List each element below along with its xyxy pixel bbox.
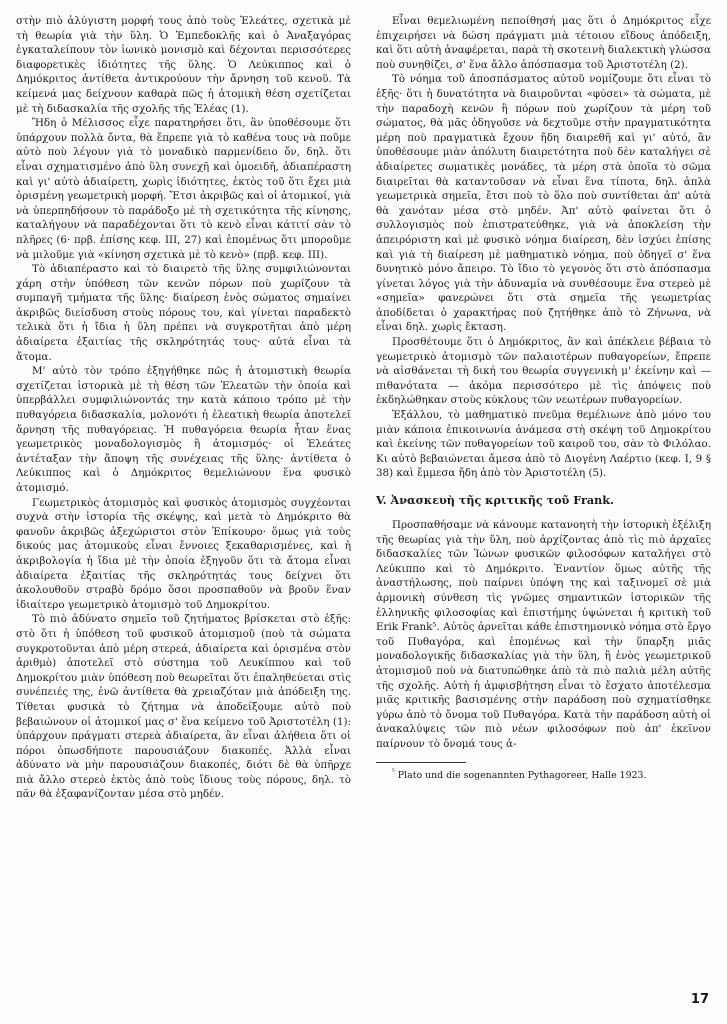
paragraph: Ἐξάλλου, τὸ μαθηματικὸ πνεῦμα θεμέλιωνε ἀπὸ μόνο του μιὰν κάποια ἐπικοινωνία ἀνάμεσα στὴ σκέψη τοῦ Δημοκρίτου καὶ ἐκείνης τῶν πυθαγορείων τοῦ καιροῦ του, σὰν τὸ Φιλόλαο. Κι αὐτὸ βεβαιώνεται ἄμεσα ἀπὸ τὸ Διογένη Λαέρτιο (κεφ. I, 9 § 38) καὶ ἔμμεσα ἤδη ἀπὸ τὸν Ἀριστοτέλη (5).	[376, 409, 711, 480]
page-number: 17	[690, 992, 709, 1007]
paragraph: στὴν πιὸ ἀλύγιστη μορφή τους ἀπὸ τοὺς Ἐλεάτες, σχετικὰ μὲ τὴ θεωρία γιὰ τὴν ὕλη. Ὁ Ἐμπεδοκλῆς καὶ ὁ Ἀναξαγόρας ἐγκαταλείπουν τὸν ἰωνικὸ μονισμὸ καὶ δέχονται περισσότερες διαφορετικὲς ἰδιότητες τῆς ὕλης. Ὁ Λεύκιππος καὶ ὁ Δημόκριτος ἀντίθετα ἀντικρούουν τὴν ἄρνηση τοῦ κενοῦ. Τὰ κείμενά μας δείχνουν καθαρὰ πῶς ἡ ἀτομικὴ θέση σχετίζεται μὲ τὴ διδασκαλία τῆς σχολῆς τῆς Ἐλέας (1).	[16, 15, 351, 115]
paragraph: Εἶναι θεμελιωμένη πεποίθησή μας ὅτι ὁ Δημόκριτος εἶχε ἐπιχειρήσει νὰ δώση πράγματι μιὰ τέτοιου εἴδους ἀπόδειξη, καὶ ὅτι αὐτὴ ἀναφέρεται, παρὰ τὴ σκοτεινὴ διαλεκτικὴ γλώσσα ποὺ συνηθίζει, σ' ἕνα ἄλλο ἀπόσπασμα τοῦ Ἀριστοτέλη (2).	[376, 15, 711, 71]
paragraph: Τὸ νόημα τοῦ ἀποσπάσματος αὐτοῦ νομίζουμε ὅτι εἶναι τὸ ἐξῆς· ὅτι ἡ δυνατότητα νὰ διαιροῦνται «φύσει» τὰ σώματα, μὲ τὴν παραδοχὴ κενῶν ἢ πόρων ποὺ χωρίζουν τὰ μέρη τοῦ σώματος, θὰ μᾶς ὁδηγοῦσε νὰ δεχτοῦμε στὴν πραγματικότητα μέρη ποὺ πραγματικὰ ἔχουν ἤδη διαιρεθῆ καὶ γι' αὐτό, ἂν ὑποθέσουμε μιὰν ἀπόλυτη διαιρετότητα ποὺ δὲν καταλήγει σὲ ἀδιαίρετες σωματικὲς μονάδες, τὰ μέρη στὰ ὁποῖα τὸ σῶμα διαιρεῖται θὰ καταντοῦσαν νὰ εἶναι ἕνα τίποτα, δηλ. ἁπλὰ γεωμετρικὰ σημεῖα, ἔτσι ποὺ τὸ ὅλο ποὺ συντίθεται ἀπ' αὐτὰ θὰ χανόταν μέσα στὸ μηδέν. Ἀπ' αὐτὸ φαίνεται ὅτι ὁ συλλογισμὸς ποὺ ἐπιστρατεύθηκε, γιὰ νὰ ἀποκλείση τὴν ἀπειρόριστη καὶ μὲ φυσικὸ νόημα διαίρεση, δὲν ἰσχύει ἐπίσης καὶ γιὰ τὴ διαίρεση μὲ μαθηματικὸ νόημα, ποὺ ὁδηγεῖ σ' ἕνα δυνητικὸ μόνο ἄπειρο. Τὸ ἴδιο τὸ γεγονὸς ὅτι στὸ ἀπόσπασμα γίνεται λόγος γιὰ τὴν ἀδυναμία νὰ συνθέσουμε ἕνα στερεὸ μὲ «σημεῖα» φανερώνει ὅτι στὰ σημεῖα τῆς γεωμετρίας ἀποδίδεται ὁ χαρακτήρας ποὺ ζητήθηκε ἀπὸ τὸ Ζήνωνα, νὰ εἶναι δηλ. χωρὶς ἔκταση.	[376, 73, 711, 334]
paragraph: Ἤδη ὁ Μέλισσος εἶχε παρατηρήσει ὅτι, ἂν ὑποθέσουμε ὅτι ὑπάρχουν πολλὰ ὄντα, θὰ ἔπρεπε γιὰ τὸ καθένα τους νὰ ποῦμε αὐτὸ ποὺ λέγουν γιὰ τὸ μοναδικὸ παρμενίδειο ὄν, δηλ. ὅτι εἶναι σχηματισμένο ἀπὸ ὕλη συνεχῆ καὶ ὁμοειδῆ, ἀδιαπέραστη καὶ γι' αὐτὸ ἀδιαίρετη, χωρὶς ἰδιότητες, ἐκτὸς τοῦ ὅτι ἔχει μιὰ ὁρισμένη γεωμετρικὴ μορφή. Ἔτσι ἀκριβῶς καὶ οἱ ἀτομικοί, γιὰ νὰ ὑπερπηδήσουν τὸ παράδοξο μὲ τὴ σχετικότητα τῆς κίνησης, καταλήγουν νὰ παραδέχονται ὅτι τὸ κενὸ εἶναι κάτιτί σὰν τὸ πλῆρες (6· πρβ. ἐπίσης κεφ. III, 27) καὶ ἑπομένως ὅτι μποροῦμε νὰ μιλοῦμε γιὰ «κίνηση σχετικὰ μὲ τὸ κενὸ» (πρβ. κεφ. III).	[16, 117, 351, 261]
section-heading: V. Ἀνασκευὴ τῆς κριτικῆς τοῦ Frank.	[376, 493, 614, 507]
footnote	[376, 769, 711, 782]
footnote-text: Plato und die sogenannten Pythagoreer, Halle 1923.	[397, 769, 647, 781]
right-column	[376, 14, 711, 782]
paragraph: Τὸ ἀδιαπέραστο καὶ τὸ διαιρετὸ τῆς ὕλης συμφιλιώνονται χάρη στὴν ὑπόθεση τῶν κενῶν πόρων ποὺ χωρίζουν τὰ συμπαγῆ τμήματα τῆς ὕλης· διαίρεση ἑνὸς σώματος σημαίνει ἀκριβῶς διείσδυση στοὺς πόρους του, καὶ γίνεται παραδεκτὸ τελικὰ ὅτι ἡ ἴδια ἡ ὕλη πρέπει νὰ συγκροτῆται ἀπὸ μέρη ἀδιαίρετα ἐξαιτίας τῆς σκληρότητάς τους· αὐτὰ εἶναι τὰ ἄτομα.	[16, 263, 351, 363]
footnote-divider	[376, 762, 466, 763]
paragraph: Γεωμετρικὸς ἀτομισμὸς καὶ φυσικὸς ἀτομισμὸς συγχέονται συχνὰ στὴν ἱστορία τῆς σκέψης, καὶ μετὰ τὸ Δημόκριτο θὰ φανοῦν ἀκριβῶς ἀξεχώριστοι στὸν Ἐπίκουρο· ὅμως γιὰ τοὺς δικούς μας ἀτομικοὺς εἶναι ἔννοιες ξεκαθαρισμένες, καὶ ἡ ἀκριβολογία ἡ ἴδια μὲ τὴν ὁποία ἐξηγοῦν ὅτι τὰ ἄτομα εἶναι ἀδιαίρετα ἐξαιτίας τῆς σκληρότητάς τους δείχνει ὅτι ἀκολουθοῦν στραβὸ δρόμο ὅσοι προσπαθοῦν νὰ βροῦν ἕναν ἰδιαίτερο γεωμετρικὸ ἀτομισμὸ τοῦ Δημοκρίτου.	[16, 496, 351, 611]
paragraph: Μ' αὐτὸ τὸν τρόπο ἐξηγήθηκε πῶς ἡ ἀτομιστικὴ θεωρία σχετίζεται ἱστορικὰ μὲ τὴ θέση τῶν Ἐλεατῶν τὴν ὁποία καὶ ὑπερβάλλει συμφιλιώνοντάς την κατὰ κάποιο τρόπο μὲ τὴν πυθαγόρεια διδασκαλία, μολονότι ἡ ἐλεατικὴ θεωρία ἀποτελεῖ ἄρνηση τῆς πυθαγόρειας. Ἡ πυθαγόρεια θεωρία ἦταν ἕνας γεωμετρικὸς μοναδολογισμὸς ἢ ἀτομισμός· οἱ Ἐλεάτες ἀντέταξαν τὴν ἄποψη τῆς συνέχειας τῆς ὕλης· ἀντίθετα ὁ Λεύκιππος καὶ ὁ Δημόκριτος θεμελιώνουν ἕνα φυσικὸ ἀτομισμό.	[16, 365, 351, 494]
paragraph: Προσπαθήσαμε νὰ κάνουμε κατανοητὴ τὴν ἱστορικὴ ἐξέλιξη τῆς θεωρίας γιὰ τὴν ὕλη, ποὺ ἀρχίζοντας ἀπὸ τὶς πιὸ ἀρχαῖες διδασκαλίες τῶν Ἰώνων φυσικῶν φιλοσόφων καταλήγει στὸ Λεύκιππο καὶ τὸ Δημόκριτο. Ἐναντίον ὅμως αὐτῆς τῆς ἀναστήλωσης, ποὺ παίρνει ὑπόψη της καὶ ταξινομεῖ σὲ μιὰ ἁρμονικὴ σύνθεση τὶς γνῶμες σημαντικῶν ἱστορικῶν τῆς ἑλληνικῆς φιλοσοφίας καὶ ἐπιστήμης ὑψώνεται ἡ κριτικὴ τοῦ Erik Frank⁵. Αὐτὸς ἀρνεῖται κάθε ἐπιστημονικὸ νόημα στὸ ἔργο τοῦ Πυθαγόρα, καὶ ἑπομένως καὶ τὴν ὕπαρξη μιᾶς μοναδολογικῆς διδασκαλίας γιὰ τὴν ὕλη, ἢ ἑνὸς γεωμετρικοῦ ἀτομισμοῦ ποὺ νὰ διατυπώθηκε ἀπὸ τὰ πιὸ παλιὰ μέλη αὐτῆς τῆς σχολῆς. Αὐτὴ ἡ ἀμφισβήτηση εἶναι τὸ ἔσχατο ἀποτέλεσμα μιᾶς κριτικῆς βασισμένης στὴν παράδοση ποὺ σχηματίσθηκε γύρω ἀπὸ τὸ ὄνομα τοῦ Πυθαγόρα. Κατὰ τὴν παράδοση αὐτὴ οἱ ἀνακαλύψεις τῶν πιὸ νέων φιλοσόφων ποὺ ἀπ' ἐκεῖνον παίρνουν τὸ ὄνομά τους ἀ-	[376, 519, 711, 750]
paragraph: Τὸ πιὸ ἀδύνατο σημεῖο τοῦ ζητήματος βρίσκεται στὸ ἐξῆς: στὸ ὅτι ἡ ὑπόθεση τοῦ φυσικοῦ ἀτομισμοῦ (ποὺ τὰ σώματα συγκροτοῦνται ἀπὸ μέρη στερεά, ἀδιαίρετα καὶ ὁρισμένα στὸν ἀριθμὸ) ἀποτελεῖ στὸ σύστημα τοῦ Λευκίππου καὶ τοῦ Δημοκρίτου μιὰν ὑπόθεση ποὺ θεωρεῖται ὅτι ἐπαληθεύεται στὶς συνέπειές της, ἐνῶ ἀντίθετα θὰ χρειαζόταν μιὰ ἀπόδειξη της. Τίθεται φυσικὰ τὸ ζήτημα νὰ ἀποδείξουμε αὐτὸ ποὺ βεβαιώνουν οἱ ἀτομικοί μας σ' ἕνα κείμενο τοῦ Ἀριστοτέλη (1): ὑπάρχουν πράγματι στερεὰ ἀδιαίρετα, ἂν εἶναι ἀλήθεια ὅτι οἱ πόροι ὁπωσδήποτε παρουσιάζουν διακοπές. Ἀλλὰ εἶναι ἀδύνατο νὰ μὴν παρουσιάζουν διακοπές, διότι δὲ θὰ ὑπῆρχε πιὰ ἄλλο στερεὸ ἐκτὸς ἀπὸ τοὺς ἴδιους τοὺς πόρους, δηλ. τὸ πᾶν θὰ ἐξαφανίζονταν μέσα στὸ μηδέν.	[16, 613, 351, 801]
footnote-marker: ⁵	[392, 767, 395, 776]
left-column	[16, 14, 351, 802]
paragraph: Προσθέτουμε ὅτι ὁ Δημόκριτος, ἂν καὶ ἀπέκλειε βέβαια τὸ γεωμετρικὸ ἀτομισμὸ τῶν παλαιοτέρων πυθαγορείων, ἔπρεπε νὰ αἰσθάνεται τὴ δική του θεωρία συγγενικὴ μ' ἐκείνην καὶ — πιθανότατα — ἀκόμα περισσότερο μὲ τὶς ἀπόψεις ποὺ ἐκδηλώθηκαν στοὺς κύκλους τῶν νεωτέρων πυθαγορείων.	[376, 336, 711, 407]
